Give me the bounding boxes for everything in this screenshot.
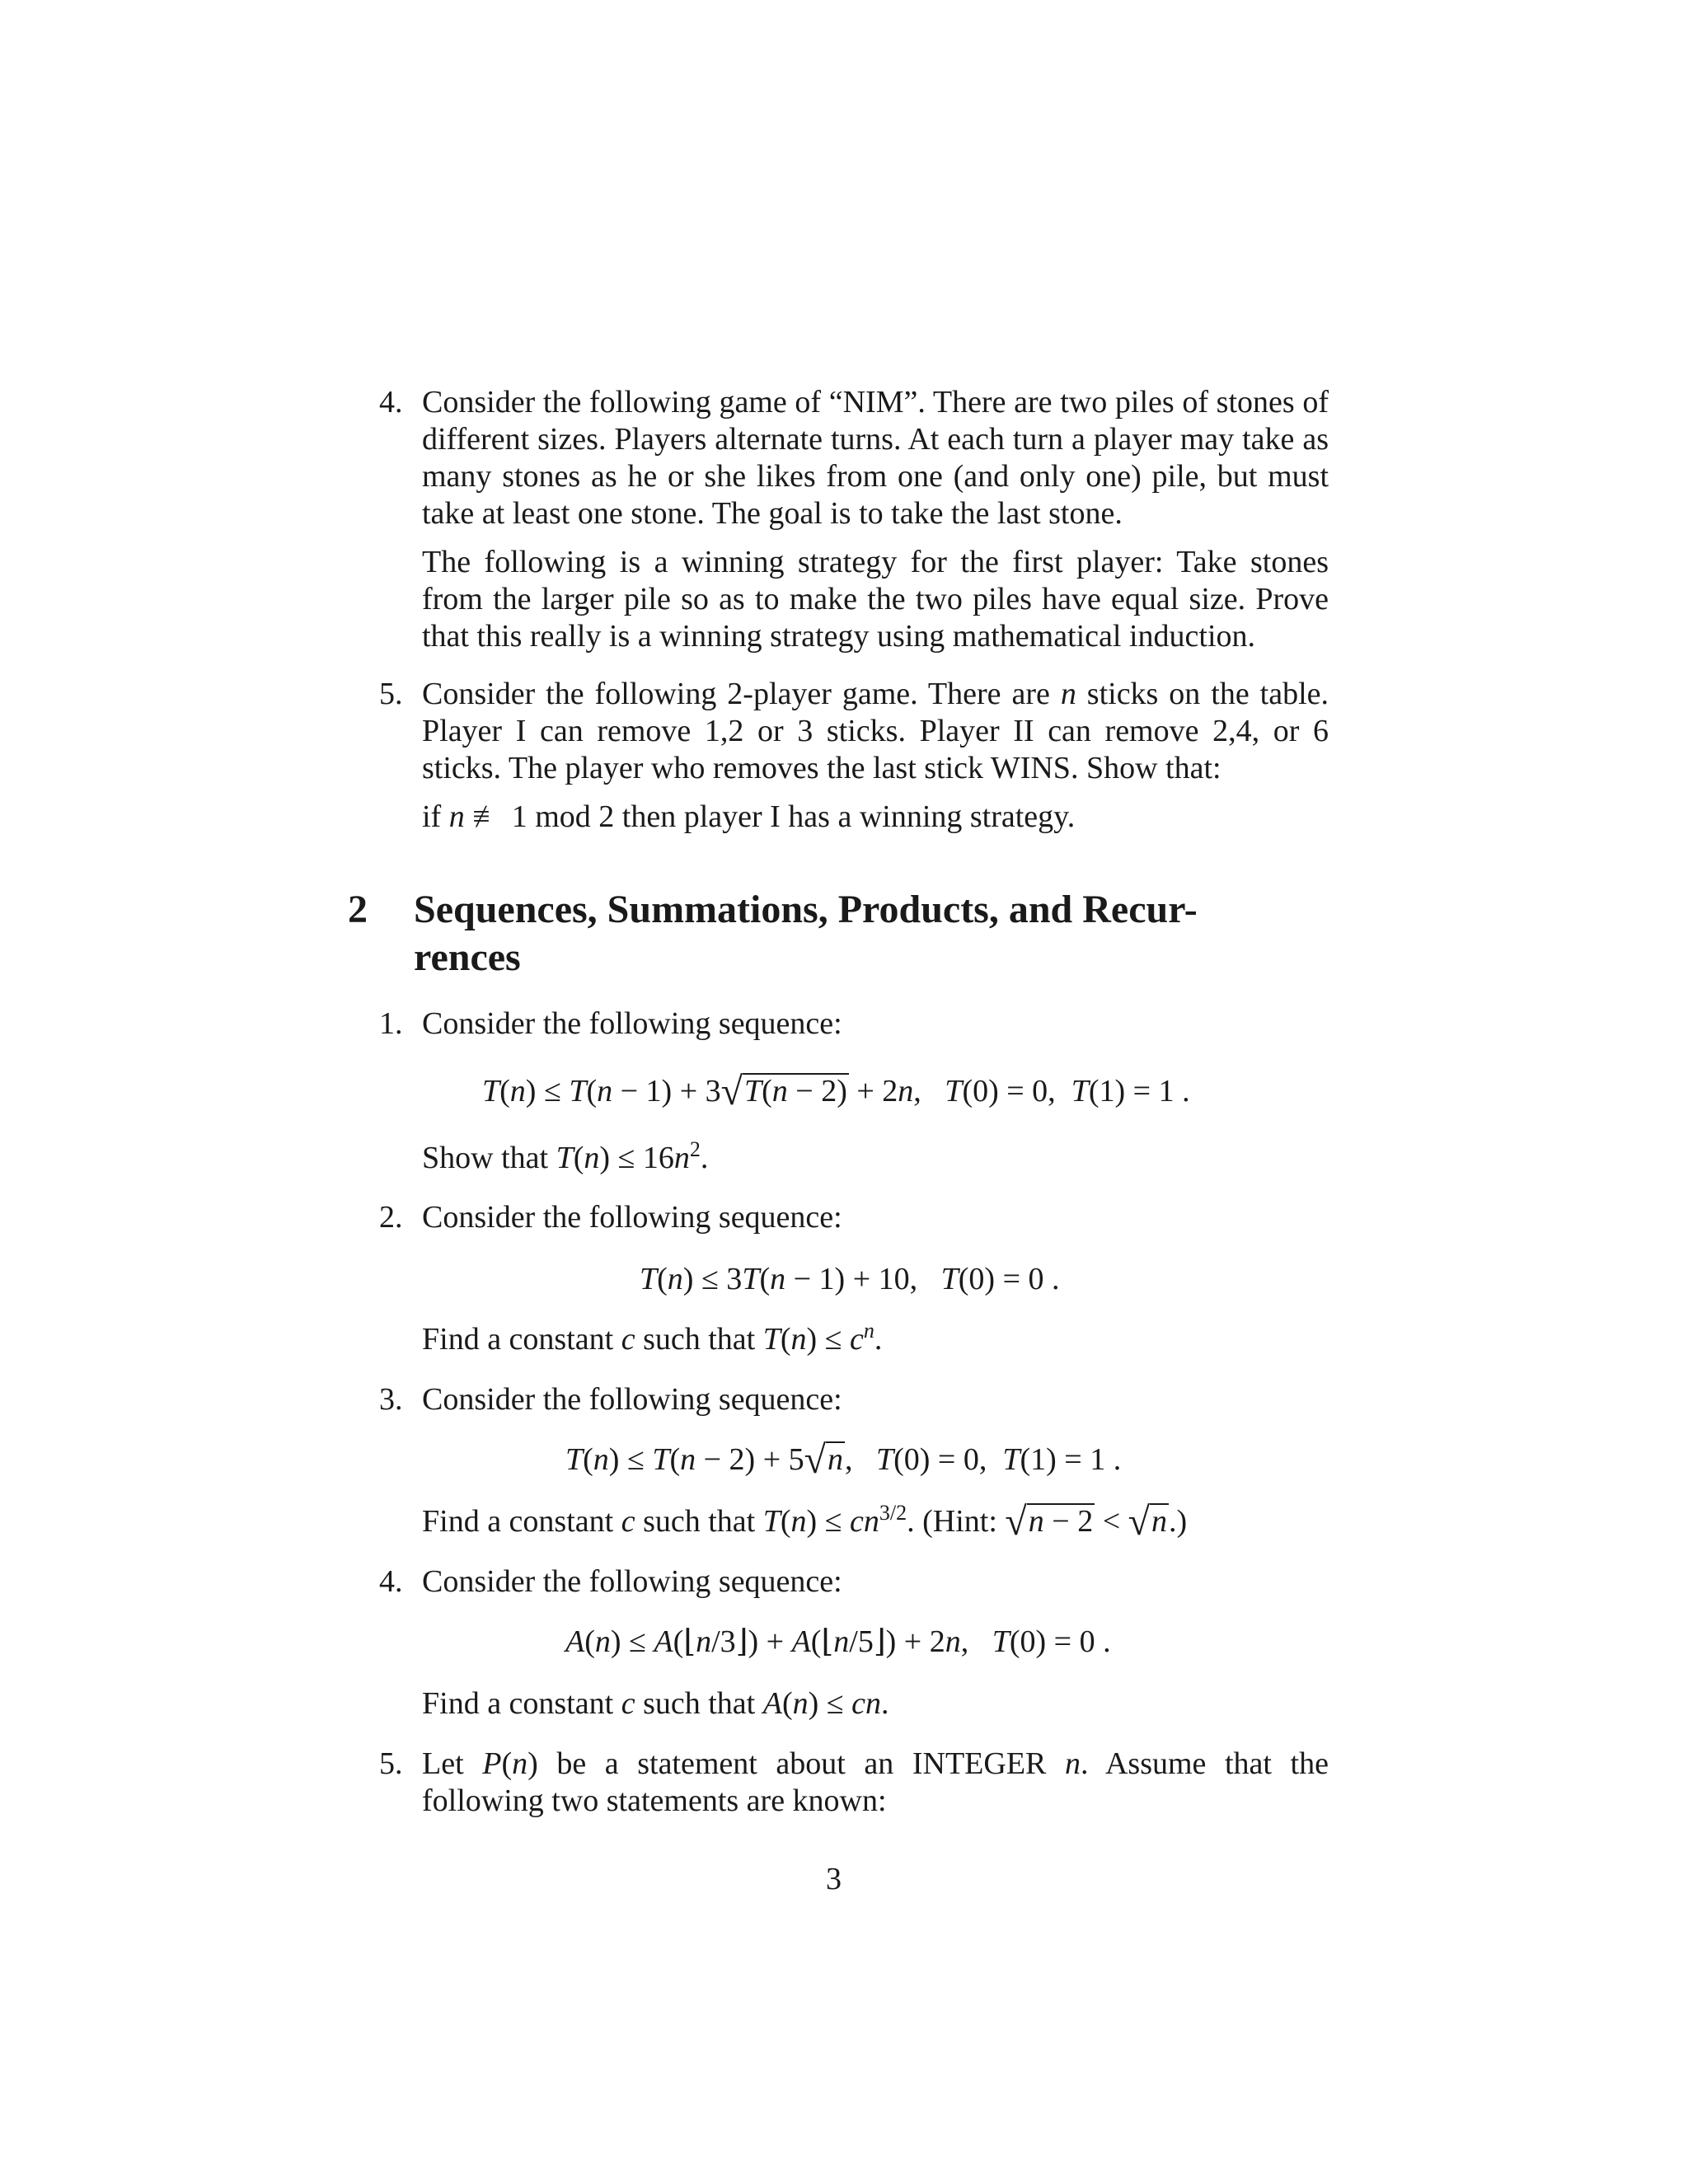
problem-item-4-nim (379, 384, 1329, 655)
section-number: 2 (348, 888, 368, 931)
item-tail-4: Find a constant c such that A(n) ≤ cn. (422, 1686, 889, 1721)
item-paragraph: Consider the following 2-player game. There are n sticks on the table. Player I can remove 1,2 or 3 sticks. Player II can remove 2,4, or 6 sticks. The player who removes the last stick WINS. Show that: (422, 677, 1329, 785)
item-number: 1. (379, 1006, 403, 1041)
equation-4: A(n) ≤ A(⌊n/3⌋) + A(⌊n/5⌋) + 2n, T(0) = 0 . (565, 1624, 1111, 1659)
item-paragraph: The following is a winning strategy for the first player: Take stones from the larger pile so as to make the two piles have equal size. Prove that this really is a winning strategy using mathematical induction. (422, 545, 1329, 654)
item-number: 4. (379, 1564, 403, 1599)
page-number: 3 (826, 1862, 842, 1896)
item-lead: Consider the following sequence: (422, 1564, 842, 1599)
item-paragraph: Consider the following game of “NIM”. There are two piles of stones of different sizes. Players alternate turns. At each turn a player may take as many stones as he or she likes from one (and only one) pile, but must take at least one stone. The goal is to take the last stone. (422, 385, 1329, 531)
item-number: 5. (379, 677, 403, 711)
problem-item-5-sticks (379, 676, 1329, 836)
item-tail-2: Find a constant c such that $T(n) \le c^n$. (422, 1319, 883, 1357)
equation-1: T(n) ≤ T(n − 1) + 3√T(n − 2) + 2n, T(0) = 0, T(1) = 1 . (482, 1070, 1190, 1113)
equation-3: T(n) ≤ T(n − 2) + 5√n, T(0) = 0, T(1) = 1 . (565, 1438, 1122, 1482)
problem-item-2 (379, 1199, 1329, 1236)
problem-item-3 (379, 1381, 1329, 1418)
item-paragraph: if n ≢ 1 mod 2 then player I has a winning strategy. (422, 799, 1076, 834)
problem-item-4 (379, 1563, 1329, 1601)
item-number: 3. (379, 1382, 403, 1417)
item-number: 5. (379, 1746, 403, 1781)
item-lead: Consider the following sequence: (422, 1006, 842, 1041)
equation-2: T(n) ≤ 3T(n − 1) + 10, T(0) = 0 . (640, 1262, 1060, 1296)
item-lead: Consider the following sequence: (422, 1200, 842, 1235)
item-lead: Consider the following sequence: (422, 1382, 842, 1417)
item-number: 2. (379, 1200, 403, 1235)
problem-item-5 (379, 1746, 1329, 1820)
section-title: Sequences, Summations, Products, and Recur- rences (414, 888, 1198, 979)
item-lead: Let P(n) be a statement about an INTEGER n. Assume that the following two statements are known: (422, 1746, 1329, 1818)
item-number: 4. (379, 385, 403, 419)
problem-item-1 (379, 1005, 1329, 1043)
item-tail-1: Show that $T(n) \le 16n^2$. (422, 1137, 709, 1175)
item-tail-3: Find a constant c such that $T(n) \le cn^{3/2}$. (Hint: √n − 2 < √n.) (422, 1500, 1188, 1544)
